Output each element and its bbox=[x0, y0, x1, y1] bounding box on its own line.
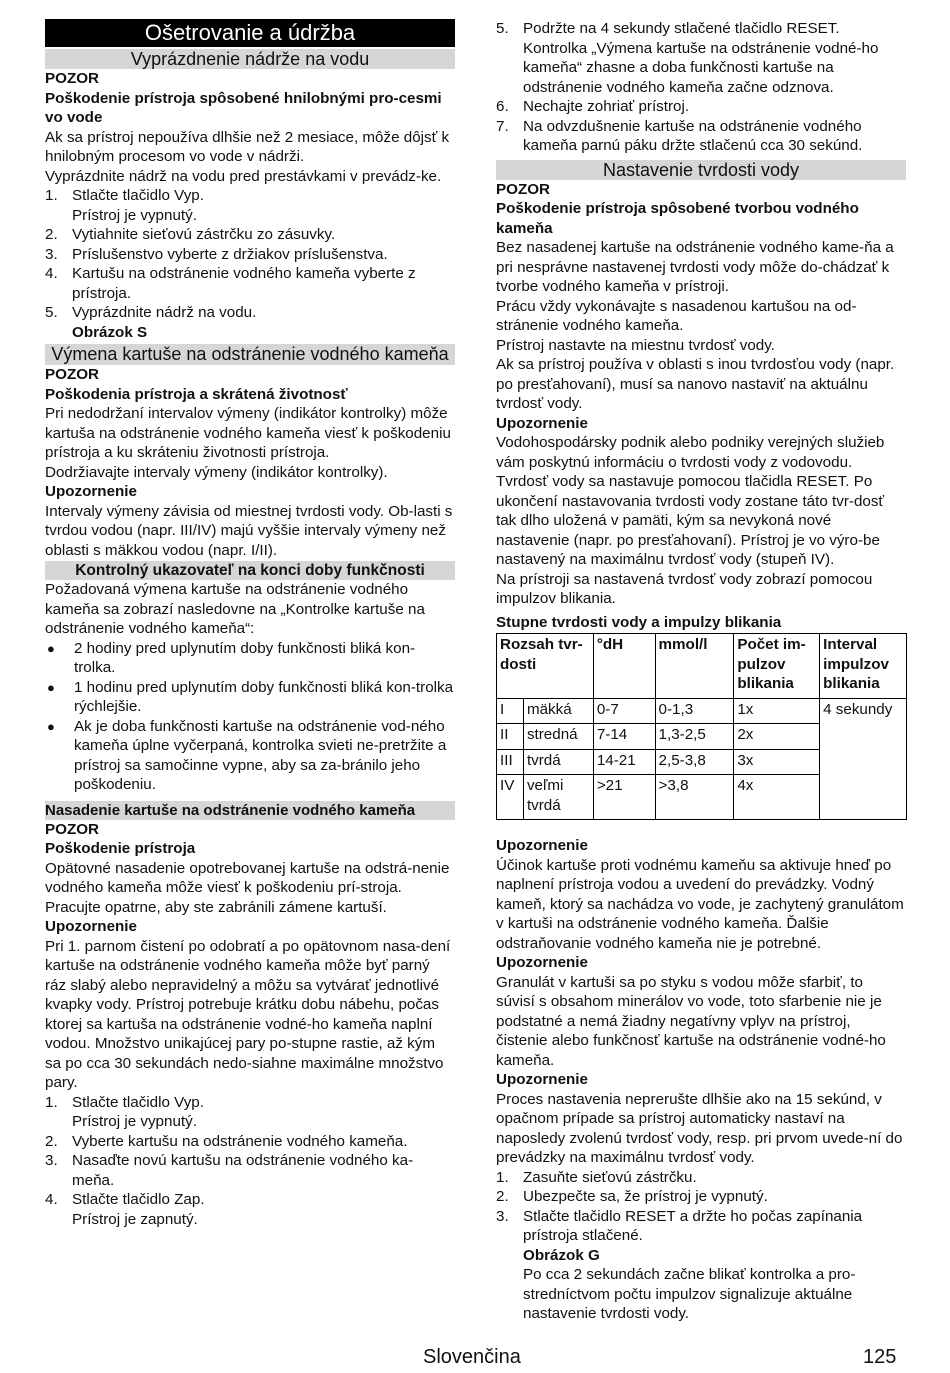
paragraph: Proces nastavenia neprerušte dlhšie ako na 15 sekúnd, v opačnom prípade sa prístroj automaticky nastaví na naposledy zvolenú tvrdosť vody, resp. pri prvom uvede-ní do prevádzky na maximálnu tvrdosť vody. bbox=[496, 1090, 903, 1166]
table-header-cell: mmol/l bbox=[655, 634, 734, 699]
section-title-replace-cartridge: Výmena kartuše na odstránenie vodného kameňa bbox=[45, 344, 455, 365]
bullet-icon: ● bbox=[47, 679, 55, 695]
list-item: 7. Na odvzdušnenie kartuše na odstránenie vodného kameňa parnú páku držte stlačenú cca 30 sekúnd. bbox=[496, 117, 863, 154]
figure-reference: Obrázok S bbox=[72, 323, 148, 341]
paragraph: Prácu vždy vykonávajte s nasadenou kartušou na od-stránenie vodného kameňa. bbox=[496, 297, 857, 334]
list-item: 1. Stlačte tlačidlo Vyp. Prístroj je vypnutý. bbox=[45, 1093, 204, 1130]
table-header-row bbox=[497, 634, 907, 699]
list-item: 3. Nasaďte novú kartušu na odstránenie vodného ka-meňa. bbox=[45, 1152, 414, 1189]
table-cell: >3,8 bbox=[655, 775, 734, 820]
list-item: 2. Vyberte kartušu na odstránenie vodného kameňa. bbox=[45, 1132, 408, 1150]
paragraph: Pracujte opatrne, aby ste zabránili zámene kartuší. bbox=[45, 898, 387, 916]
table-cell: veľmi tvrdá bbox=[523, 775, 593, 820]
bullet-icon: ● bbox=[47, 718, 55, 734]
warning-label: POZOR bbox=[45, 70, 100, 87]
page-number: 125 bbox=[863, 1346, 897, 1368]
list-item: 3. Stlačte tlačidlo RESET a držte ho počas zapínania prístroja stlačené. bbox=[496, 1207, 863, 1244]
note-label: Upozornenie bbox=[496, 1071, 588, 1088]
table-header-cell: Rozsah tvr-dosti bbox=[497, 634, 594, 699]
table-cell: >21 bbox=[593, 775, 655, 820]
table-header-cell: °dH bbox=[593, 634, 655, 699]
bullet-item: ● 1 hodinu pred uplynutím doby funkčnosti bliká kon-trolka rýchlejšie. bbox=[47, 678, 454, 715]
steps-list bbox=[45, 186, 455, 323]
list-item: 1. Zasuňte sieťovú zástrčku. bbox=[496, 1168, 697, 1186]
paragraph: Bez nasadenej kartuše na odstránenie vodného kame-ňa a pri nesprávne nastavenej tvrdosti vody môže do-chádzať k tvorbe vodného kameňa v prístroji. bbox=[496, 239, 894, 295]
list-item: 4. Stlačte tlačidlo Zap. Prístroj je zapnutý. bbox=[45, 1191, 205, 1228]
note-label: Upozornenie bbox=[496, 837, 588, 854]
bullet-icon: ● bbox=[47, 640, 55, 656]
right-column bbox=[496, 19, 906, 1324]
list-item: 6. Nechajte zohriať prístroj. bbox=[496, 98, 690, 115]
table-cell: III bbox=[497, 749, 524, 775]
paragraph: Prístroj nastavte na miestnu tvrdosť vody. bbox=[496, 336, 775, 354]
bullet-item: ● 2 hodiny pred uplynutím doby funkčnosti bliká kon-trolka. bbox=[47, 639, 416, 676]
warning-label: POZOR bbox=[45, 820, 100, 838]
paragraph: Pri nedodržaní intervalov výmeny (indikátor kontrolky) môže kartuša na odstránenie vodného kameňa viesť k poškodeniu prístroja a ku skráteniu životnosti prístroja. bbox=[45, 405, 451, 461]
figure-reference: Obrázok G bbox=[523, 1246, 600, 1264]
paragraph: Dodržiavajte intervaly výmeny (indikátor kontrolky). bbox=[45, 463, 388, 481]
list-item: 4. Kartušu na odstránenie vodného kameňa vyberte z prístroja. bbox=[45, 265, 416, 302]
table-cell: mäkká bbox=[523, 698, 593, 724]
table-cell: 3x bbox=[734, 749, 820, 775]
table-cell: 0-7 bbox=[593, 698, 655, 724]
table-cell: II bbox=[497, 724, 524, 750]
bullet-item: ● Ak je doba funkčnosti kartuše na odstránenie vod-ného kameňa úplne vyčerpaná, kontrolka svieti ne-pretržite a prístroj sa samočinne vypne, aby sa za-bránilo jeho poškodeniu. bbox=[47, 717, 447, 793]
paragraph: Granulát v kartuši sa po styku s vodou môže sfarbiť, to súvisí s obsahom minerálov vo vode, toto sfarbenie nie je podstatné a nemá žiadny negatívny vplyv na prístroj, čistenie alebo funkčnosť kartuše na odstránenie vodné-ho kameňa. bbox=[496, 973, 886, 1069]
list-item: 5. Podržte na 4 sekundy stlačené tlačidlo RESET. Kontrolka „Výmena kartuše na odstránenie vodné-ho kameňa“ zhasne a doba funkčnosti kartuše na odstránenie vodného kameňa začne odznova. bbox=[496, 20, 879, 96]
note-label: Upozornenie bbox=[45, 918, 137, 935]
table-cell: I bbox=[497, 698, 524, 724]
list-item: 2. Ubezpečte sa, že prístroj je vypnutý. bbox=[496, 1188, 768, 1205]
paragraph: Na prístroji sa nastavená tvrdosť vody zobrazí pomocou impulzov blikania. bbox=[496, 570, 873, 607]
table-cell: 0-1,3 bbox=[655, 698, 734, 724]
list-item: 5. Vyprázdnite nádrž na vodu. bbox=[45, 304, 257, 321]
warning-label: POZOR bbox=[45, 366, 100, 383]
note-label: Upozornenie bbox=[45, 483, 137, 500]
paragraph: Ak sa prístroj nepoužíva dlhšie než 2 mesiace, môže dôjsť k hnilobným procesom vo vode v nádrži. bbox=[45, 128, 450, 165]
table-cell: 2,5-3,8 bbox=[655, 749, 734, 775]
paragraph: Po cca 2 sekundách začne blikať kontrolka a pro-stredníctvom počtu impulzov signalizuje aktuálne nastavenie tvrdosti vody. bbox=[523, 1266, 856, 1322]
left-column bbox=[45, 19, 455, 1229]
table-cell: 7-14 bbox=[593, 724, 655, 750]
list-item: 1. Stlačte tlačidlo Vyp. Prístroj je vypnutý. bbox=[45, 187, 204, 224]
note-label: Upozornenie bbox=[496, 414, 588, 432]
table-cell: 2x bbox=[734, 724, 820, 750]
table-cell-interval: 4 sekundy bbox=[820, 698, 907, 820]
table-cell: stredná bbox=[523, 724, 593, 750]
list-item: 3. Príslušenstvo vyberte z držiakov príslušenstva. bbox=[45, 245, 388, 263]
table-header-cell: Interval impulzov blikania bbox=[820, 634, 907, 699]
warning-title: Poškodenie prístroja spôsobené tvorbou vodného kameňa bbox=[496, 200, 859, 237]
section-title-empty-tank: Vyprázdnenie nádrže na vodu bbox=[45, 49, 455, 69]
note-label: Upozornenie bbox=[496, 954, 588, 971]
paragraph: Vodohospodársky podnik alebo podniky verejných služieb vám poskytnú informáciu o tvrdosti vody z vodovodu. bbox=[496, 434, 885, 471]
paragraph: Vyprázdnite nádrž na vodu pred prestávkami v prevádz-ke. bbox=[45, 167, 442, 185]
list-item: 2. Vytiahnite sieťovú zástrčku zo zásuvky. bbox=[45, 226, 336, 243]
paragraph: Opätovné nasadenie opotrebovanej kartuše na odstrá-nenie vodného kameňa môže viesť k poškodeniu prí-stroja. bbox=[45, 859, 450, 896]
table-cell: 4x bbox=[734, 775, 820, 820]
table-title: Stupne tvrdosti vody a impulzy blikania bbox=[496, 613, 782, 631]
paragraph: Tvrdosť vody sa nastavuje pomocou tlačidla RESET. Po ukončení nastavovania tvrdosti vody zostane táto tvr-dosť tak dlho uložená v pamäti, kým sa nevykoná nové nastavenie (napr. po presťahovaní). Prístroj je vo výro-be nastavený na maximálnu tvrdosť vody (stupeň IV). bbox=[496, 473, 885, 568]
footer-language: Slovenčina bbox=[423, 1346, 521, 1368]
table-cell: IV bbox=[497, 775, 524, 820]
table-cell: 14-21 bbox=[593, 749, 655, 775]
paragraph: Pri 1. parnom čistení po odobratí a po opätovnom nasa-dení kartuše na odstránenie vodného kameňa môže byť parný ráz slabý alebo nepravidelný a môžu sa vytvárať jednotlivé kvapky vody. Prístroj potrebuje krátku dobu nábehu, počas ktorej sa kartuša na odstránenie vodné-ho kameňa naplní vodou. Množstvo unikajúcej pary po-stupne rastie, až kým sa po cca 30 sekundách nedo-siahne maximálne množstvo pary. bbox=[45, 937, 451, 1091]
warning-label: POZOR bbox=[496, 180, 551, 198]
paragraph: Ak sa prístroj používa v oblasti s inou tvrdosťou vody (napr. po presťahovaní), musí sa nanovo nastaviť na aktuálnu tvrdosť vody. bbox=[496, 356, 895, 412]
main-title: Ošetrovanie a údržba bbox=[45, 19, 455, 47]
table-row bbox=[497, 698, 907, 724]
paragraph: Účinok kartuše proti vodnému kameňu sa aktivuje hneď po naplnení prístroja vodou a uvedení do prevádzky. Vodný kameň, ktorý sa nachádza vo vode, je zachytený granulátom v kartuši na odstránenie vodného kameňa. Ďalšie odstraňovanie vodného kameňa nie je potrebné. bbox=[496, 856, 904, 952]
paragraph: Požadovaná výmena kartuše na odstránenie vodného kameňa sa zobrazí nasledovne na „Kontrolke kartuše na odstránenie vodného kameňa“: bbox=[45, 581, 425, 637]
table-cell: 1x bbox=[734, 698, 820, 724]
paragraph: Intervaly výmeny závisia od miestnej tvrdosti vody. Ob-lasti s tvrdou vodou (napr. III/IV) majú vyššie intervaly výmeny než oblasti s mäkkou vodou (napr. I/II). bbox=[45, 502, 453, 559]
steps-list bbox=[45, 1093, 455, 1230]
section-title-insert-cartridge: Nasadenie kartuše na odstránenie vodného kameňa bbox=[45, 801, 455, 820]
warning-title: Poškodenie prístroja spôsobené hnilobnými pro-cesmi vo vode bbox=[45, 89, 442, 126]
warning-title: Poškodenia prístroja a skrátená životnosť bbox=[45, 385, 348, 403]
warning-title: Poškodenie prístroja bbox=[45, 840, 196, 857]
table-cell: 1,3-2,5 bbox=[655, 724, 734, 750]
table-cell: tvrdá bbox=[523, 749, 593, 775]
hardness-table bbox=[496, 633, 907, 820]
steps-list bbox=[496, 19, 906, 156]
table-header-cell: Počet im-pulzov blikania bbox=[734, 634, 820, 699]
steps-list bbox=[496, 1168, 906, 1246]
section-title-water-hardness: Nastavenie tvrdosti vody bbox=[496, 160, 906, 180]
section-title-indicator: Kontrolný ukazovateľ na konci doby funkčnosti bbox=[45, 561, 455, 580]
